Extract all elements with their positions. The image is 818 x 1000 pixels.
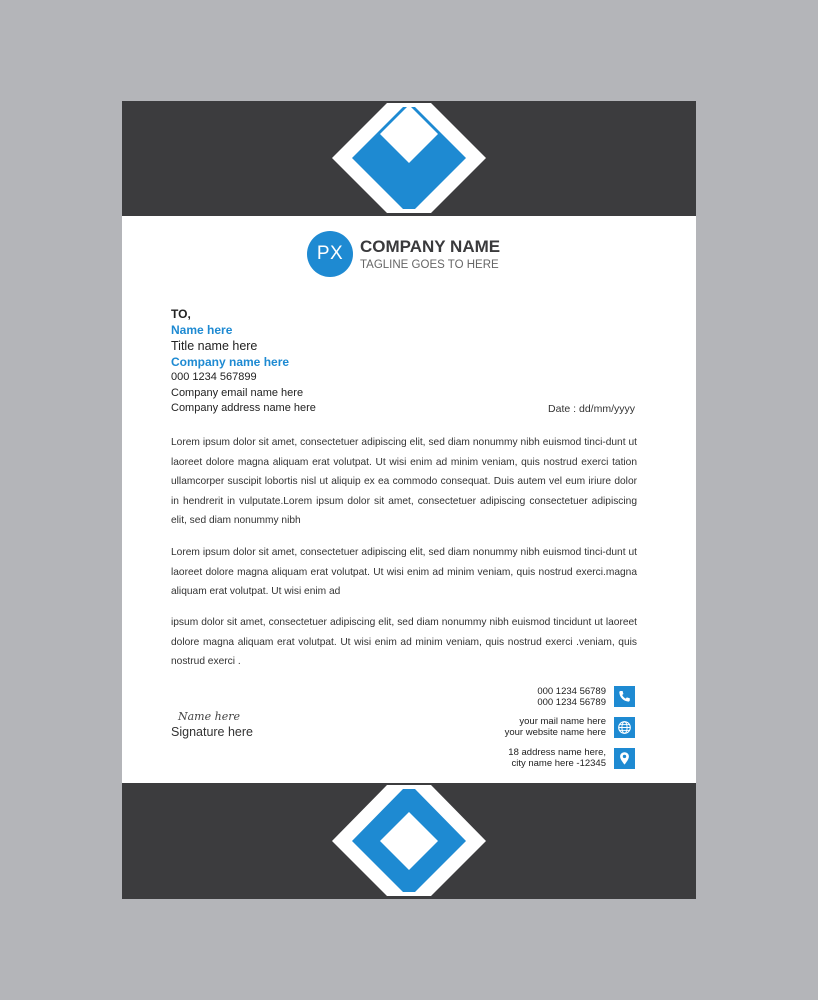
logo-badge: PX (307, 231, 353, 277)
recipient-address: Company address name here (171, 402, 316, 414)
location-pin-icon (614, 748, 635, 769)
contact-address-2: city name here -12345 (511, 757, 606, 769)
body-paragraph: Lorem ipsum dolor sit amet, consectetuer adipiscing elit, sed diam nonummy nibh euismod tinci-dunt ut laoreet dolore magna aliquam erat volutpat. Ut wisi enim ad minim veniam, quis nostrud exerci.magna aliquam erat volutpat. Ut wisi enim ad (171, 547, 637, 597)
header-band (122, 101, 696, 216)
recipient-title: Title name here (171, 339, 258, 353)
contact-phone-1: 000 1234 56789 (537, 686, 606, 697)
recipient-name: Name here (171, 323, 233, 337)
diamond-logo-icon (122, 783, 696, 899)
recipient-email: Company email name here (171, 387, 304, 399)
recipient-company: Company name here (171, 355, 290, 369)
to-label: TO, (171, 307, 191, 321)
phone-icon (614, 686, 635, 707)
letterhead-page (122, 101, 696, 899)
contact-web (505, 717, 606, 738)
contact-phones (537, 687, 606, 708)
contact-mail: your mail name here (519, 716, 606, 727)
contact-phone-2: 000 1234 56789 (537, 696, 606, 708)
contact-address (508, 748, 606, 769)
footer-band (122, 783, 696, 899)
diamond-logo-icon (122, 101, 696, 216)
recipient-phone: 000 1234 567899 (171, 371, 257, 383)
contact-address-1: 18 address name here, (508, 747, 606, 758)
letter-date: Date : dd/mm/yyyy (548, 403, 635, 415)
body-paragraph: Lorem ipsum dolor sit amet, consectetuer adipiscing elit, sed diam nonummy nibh euismod tinci-dunt ut laoreet dolore magna aliquam erat volutpat. Ut wisi enim ad minim veniam, quis nostrud exerci tation ullamcorper suscipit lobortis nisl ut aliquip ex ea commodo consequat. Duis autem vel eum iriure dolor in hendrerit in vulputate.Lorem ipsum dolor sit amet, consectetuer adipiscing consectetuer adipiscing elit, sed diam nonummy nibh (171, 437, 637, 526)
body-paragraph: ipsum dolor sit amet, consectetuer adipiscing elit, sed diam nonummy nibh euismod tincidunt ut laoreet dolore magna aliquam erat volutpat. Ut wisi enim ad minim veniam, quis nostrud exerci .veniam, quis nostrud exerci . (171, 617, 637, 667)
contact-website: your website name here (504, 726, 606, 738)
globe-icon (614, 717, 635, 738)
company-tagline: TAGLINE GOES TO HERE (360, 259, 499, 271)
signature-label: Signature here (171, 725, 254, 739)
company-name: COMPANY NAME (360, 237, 501, 256)
signature-script: Name here (178, 710, 240, 723)
